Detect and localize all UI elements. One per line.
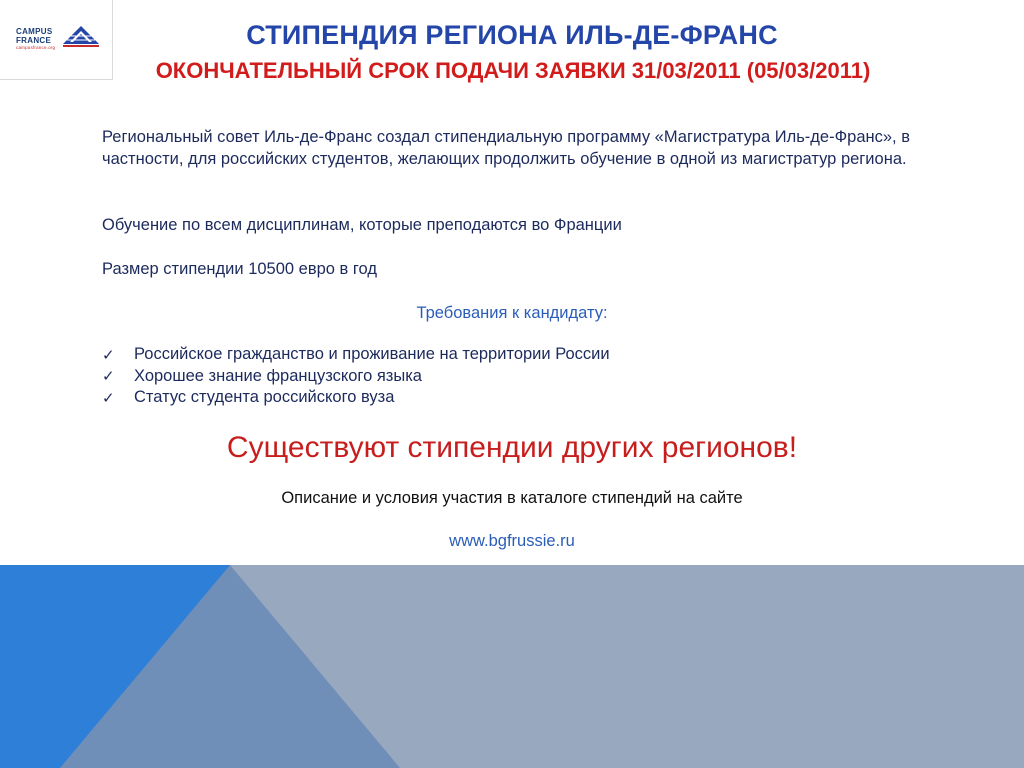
scholarship-amount: Размер стипендии 10500 евро в год: [102, 260, 377, 278]
checkmark-icon: ✓: [102, 368, 115, 386]
list-item: [102, 344, 610, 366]
requirements-list: [102, 344, 610, 409]
disciplines-text: Обучение по всем дисциплинам, которые преподаются во Франции: [102, 216, 622, 234]
checkmark-icon: ✓: [102, 346, 115, 364]
list-item: [102, 387, 610, 409]
logo-line-campus: CAMPUS: [16, 27, 53, 36]
catalog-description: Описание и условия участия в каталоге стипендий на сайте: [281, 489, 743, 507]
requirement-text: Статус студента российского вуза: [134, 388, 395, 407]
requirement-text: Российское гражданство и проживание на территории России: [134, 345, 610, 364]
requirements-heading: Требования к кандидату:: [416, 304, 608, 322]
bottom-background-shapes: [0, 565, 1024, 768]
requirement-text: Хорошее знание французского языка: [134, 366, 422, 385]
other-regions-callout: Существуют стипендии других регионов!: [226, 431, 798, 464]
deadline-subtitle: ОКОНЧАТЕЛЬНЫЙ СРОК ПОДАЧИ ЗАЯВКИ 31/03/2011 (05/03/2011): [155, 58, 871, 83]
list-item: [102, 366, 610, 388]
checkmark-icon: ✓: [102, 389, 115, 407]
logo-line-france: FRANCE: [16, 36, 52, 45]
logo-line-url: campusfrance.org: [16, 45, 56, 50]
program-description: Региональный совет Иль-де-Франс создал стипендиальную программу «Магистратура Иль-де-Франс», в частности, для российских студентов, желающих продолжить обучение в одной из магистратур региона.: [102, 128, 910, 168]
website-link[interactable]: www.bgfrussie.ru: [449, 532, 575, 550]
slide-title: СТИПЕНДИЯ РЕГИОНА ИЛЬ-ДЕ-ФРАНС: [246, 20, 778, 50]
